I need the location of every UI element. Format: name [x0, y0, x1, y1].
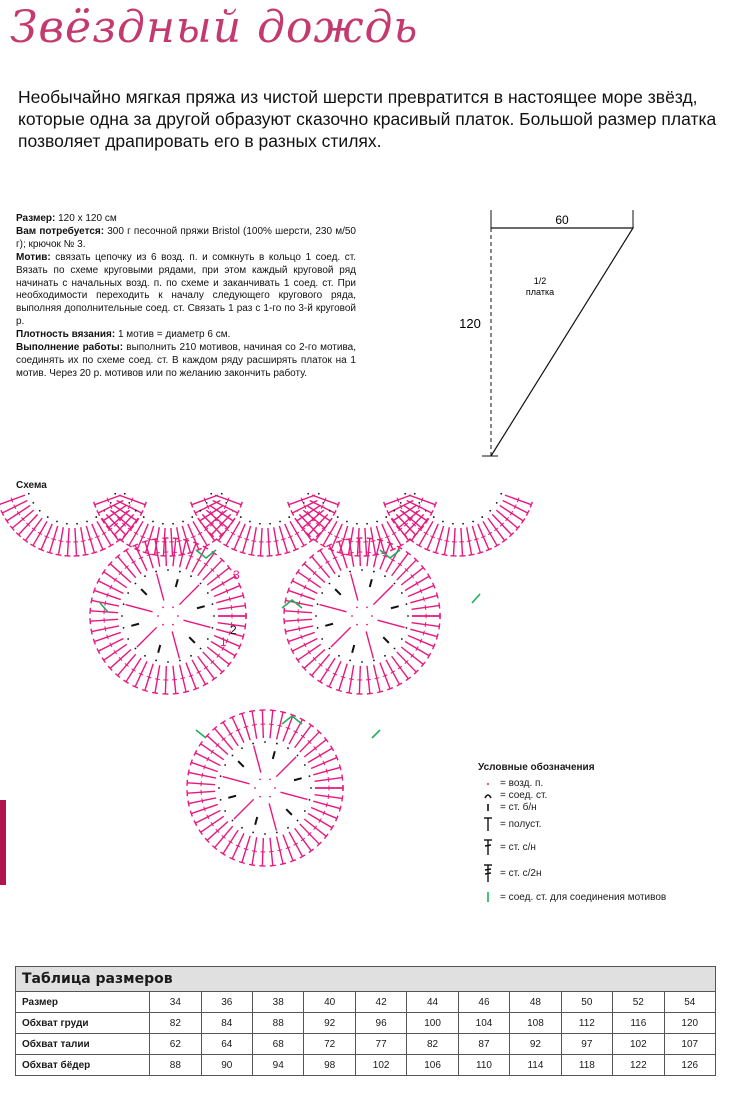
table-cell: 112: [561, 1013, 612, 1034]
dot-icon: [478, 777, 498, 789]
green-bar-icon: [478, 887, 498, 907]
table-cell: 94: [253, 1055, 304, 1076]
specs-block: [16, 213, 356, 381]
legend: [478, 762, 718, 907]
shape-height-label: 120: [459, 316, 481, 331]
legend-item: = полуст.: [478, 813, 718, 835]
crochet-schema: [0, 488, 560, 908]
table-cell: 90: [201, 1055, 252, 1076]
table-cell: 98: [304, 1055, 355, 1076]
table-cell: 82: [407, 1034, 458, 1055]
shape-half-label-1: 1/2: [533, 276, 547, 286]
table-cell: 122: [613, 1055, 664, 1076]
table-cell: 120: [664, 1013, 715, 1034]
legend-item: = ст. с/2н: [478, 859, 718, 887]
size-table-caption: Таблица размеров: [16, 967, 716, 992]
table-cell: 40: [304, 992, 355, 1013]
row-label: Обхват груди: [16, 1013, 150, 1034]
arc-icon: [478, 789, 498, 801]
table-cell: 68: [253, 1034, 304, 1055]
table-cell: 36: [201, 992, 252, 1013]
spec-density: Плотность вязания: 1 мотив = диаметр 6 см.: [16, 329, 231, 341]
table-cell: 102: [613, 1034, 664, 1055]
table-cell: 104: [458, 1013, 509, 1034]
table-cell: 48: [510, 992, 561, 1013]
table-cell: 96: [355, 1013, 406, 1034]
short-bar-icon: [478, 801, 498, 813]
table-cell: 107: [664, 1034, 715, 1055]
table-cell: 62: [150, 1034, 201, 1055]
row-label: Обхват талии: [16, 1034, 150, 1055]
table-cell: 102: [355, 1055, 406, 1076]
spec-needs: Вам потребуется: 300 г песочной пряжи Bristol (100% шерсти, 230 м/50 г); крючок № 3.: [16, 225, 356, 250]
intro-text: Необычайно мягкая пряжа из чистой шерсти превратится в настоящее море звёзд, которые одна за другой образуют сказочно красивый платок. Большой размер платка позволяет драпировать его в разных стилях.: [18, 87, 717, 151]
table-cell: 50: [561, 992, 612, 1013]
spec-work: Выполнение работы: выполнить 210 мотивов, начиная со 2-го мотива, соединять их по схеме соед. ст. В каждом ряду расширять платок на 1 мотив. Через 20 р. мотивов или по желанию закончить работу.: [16, 342, 356, 379]
spec-motif: Мотив: связать цепочку из 6 возд. п. и сомкнуть в кольцо 1 соед. ст. Вязать по схеме круговыми рядами, при этом каждый круговой ряд начинать с начальных возд. п. по схеме и заканчивать 1 соед. ст. При необходимости переходить к началу следующего кругового ряда, выполняя дополнительные соед. ст. Связать 1 раз с 1-го по 3-й круговой р.: [16, 251, 357, 328]
legend-item: = соед. ст. для соединения мотивов: [478, 887, 718, 907]
round-label-3: 3: [233, 568, 240, 582]
round-label-1: 1: [220, 635, 227, 649]
schema-label: Схема: [16, 480, 47, 491]
legend-item: = ст. с/н: [478, 835, 718, 859]
table-cell: 54: [664, 992, 715, 1013]
shawl-shape-diagram: [440, 200, 660, 470]
table-cell: 92: [510, 1034, 561, 1055]
table-cell: 106: [407, 1055, 458, 1076]
legend-item: = соед. ст.: [478, 789, 718, 801]
table-cell: 38: [253, 992, 304, 1013]
table-cell: 92: [304, 1013, 355, 1034]
cross-t-icon: [478, 835, 498, 859]
table-cell: 64: [201, 1034, 252, 1055]
table-cell: 72: [304, 1034, 355, 1055]
size-table: [15, 966, 716, 1076]
table-cell: 44: [407, 992, 458, 1013]
table-cell: 110: [458, 1055, 509, 1076]
table-cell: 114: [510, 1055, 561, 1076]
table-cell: 84: [201, 1013, 252, 1034]
table-cell: 100: [407, 1013, 458, 1034]
legend-item: = ст. б/н: [478, 801, 718, 813]
table-row: [16, 1034, 716, 1055]
table-cell: 118: [561, 1055, 612, 1076]
double-cross-t-icon: [478, 859, 498, 887]
table-cell: 88: [253, 1013, 304, 1034]
shape-half-label-2: платка: [525, 287, 555, 297]
table-cell: 108: [510, 1013, 561, 1034]
table-row: [16, 992, 716, 1013]
decorative-bar: [0, 800, 6, 885]
page-title: Звёздный дождь: [10, 2, 419, 53]
legend-item: = возд. п.: [478, 777, 718, 789]
table-row: [16, 1055, 716, 1076]
table-cell: 116: [613, 1013, 664, 1034]
table-cell: 126: [664, 1055, 715, 1076]
table-cell: 77: [355, 1034, 406, 1055]
row-label: Обхват бёдер: [16, 1055, 150, 1076]
table-cell: 87: [458, 1034, 509, 1055]
table-cell: 46: [458, 992, 509, 1013]
row-label: Размер: [16, 992, 150, 1013]
shape-width-label: 60: [555, 213, 569, 227]
table-cell: 34: [150, 992, 201, 1013]
table-cell: 88: [150, 1055, 201, 1076]
table-cell: 52: [613, 992, 664, 1013]
t-icon: [478, 813, 498, 835]
table-cell: 82: [150, 1013, 201, 1034]
legend-title: Условные обозначения: [478, 762, 595, 773]
table-cell: 42: [355, 992, 406, 1013]
table-row: [16, 1013, 716, 1034]
table-cell: 97: [561, 1034, 612, 1055]
spec-size: Размер: 120 х 120 см: [16, 213, 117, 224]
round-label-2: 2: [230, 623, 237, 637]
